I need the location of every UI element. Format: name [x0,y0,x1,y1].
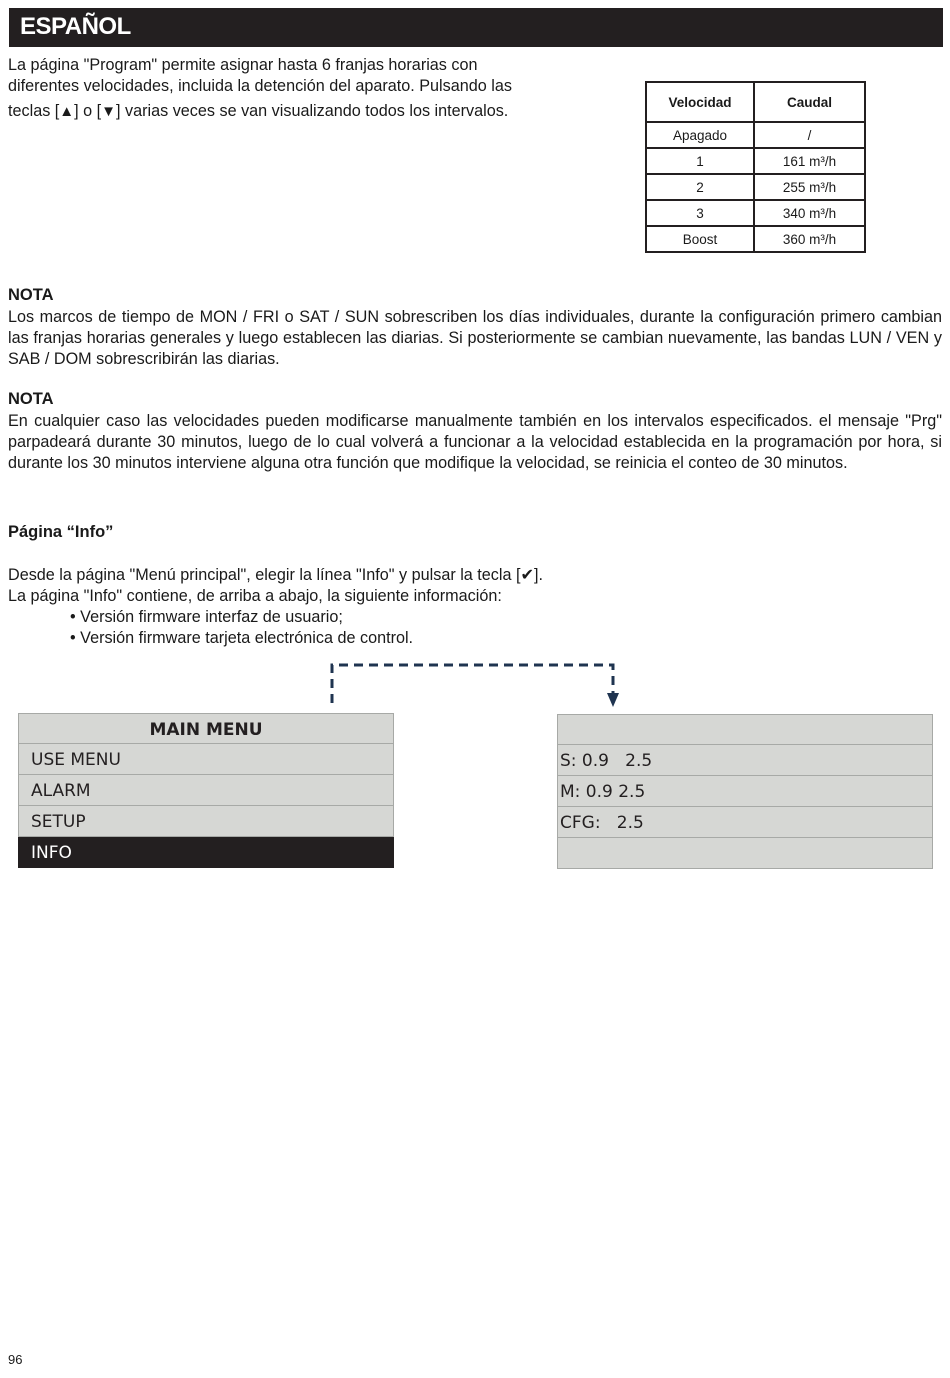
nota-2-title: NOTA [8,390,54,408]
flow-cell: 340 m³/h [754,200,865,226]
menu-item-label: ALARM [31,781,91,801]
info-row-text: M: 0.9 2.5 [560,782,646,802]
header-flow: Caudal [754,82,865,122]
speed-cell: Boost [646,226,754,252]
table-row [646,226,865,252]
down-arrow-icon: ▼ [101,103,117,120]
info-row-s-version [557,745,933,776]
info-section-title: Página “Info” [8,523,114,541]
info-bullet-2: • Versión firmware tarjeta electrónica de control. [70,629,414,647]
info-line-1: Desde la página "Menú principal", elegir la línea "Info" y pulsar la tecla [✔]. [8,566,544,584]
info-instructions [8,565,543,649]
nota-1-text: Los marcos de tiempo de MON / FRI o SAT / SUN sobrescriben los días individuales, durante la configuración primero cambian las franjas horarias generales y luego establecen las diarias. Si posteriormente se cambian nuevamente, las bandas LUN / VEN y SAB / DOM sobrescribirán las diarias. [8,308,942,368]
table-row [646,200,865,226]
speed-cell: 3 [646,200,754,226]
dashed-flow-arrow-icon [320,655,630,710]
table-header-row [646,82,865,122]
intro-line-2: diferentes velocidades, incluida la detención del aparato. Pulsando las [8,77,512,95]
menu-item-info[interactable] [18,837,394,868]
intro-line-3 [8,101,568,122]
flow-cell: 360 m³/h [754,226,865,252]
speed-cell: 2 [646,174,754,200]
table-row [646,122,865,148]
header-speed: Velocidad [646,82,754,122]
info-bullet-1: • Versión firmware interfaz de usuario; [70,608,343,626]
table-row [646,174,865,200]
nota-1-title: NOTA [8,286,54,304]
info-row-text: CFG: 2.5 [560,813,644,833]
up-arrow-icon: ▲ [59,103,75,120]
intro-line-3-post: ] varias veces se van visualizando todos los intervalos. [116,102,509,120]
speed-flow-table [645,81,866,253]
menu-item-setup[interactable] [18,806,394,837]
menu-item-alarm[interactable] [18,775,394,806]
main-menu-title: MAIN MENU [149,720,263,740]
info-screen [557,714,933,869]
flow-cell: / [754,122,865,148]
info-row-text: S: 0.9 2.5 [560,751,653,771]
flow-cell: 161 m³/h [754,148,865,174]
info-row-empty-bottom [557,838,933,869]
speed-cell: 1 [646,148,754,174]
main-menu-screen [18,713,394,868]
table-row [646,148,865,174]
language-title: ESPAÑOL [20,13,131,40]
intro-line-3-mid: ] o [ [74,102,102,120]
menu-item-label: INFO [31,843,72,863]
intro-line-3-pre: teclas [ [8,102,60,120]
language-header [9,8,943,47]
info-row-empty-top [557,714,933,745]
flow-cell: 255 m³/h [754,174,865,200]
info-row-cfg-version [557,807,933,838]
menu-item-label: SETUP [31,812,86,832]
menu-item-label: USE MENU [31,750,121,770]
info-row-m-version [557,776,933,807]
nota-2-text: En cualquier caso las velocidades pueden modificarse manualmente también en los intervalos especificados. el mensaje "Prg" parpadeará durante 30 minutos, luego de lo cual volverá a funcionar a la velocidad establecida en la programación por hora, si durante los 30 minutos interviene alguna otra función que modifique la velocidad, se reinicia el conteo de 30 minutos. [8,412,942,472]
page-number: 96 [8,1352,23,1367]
intro-line-1: La página "Program" permite asignar hasta 6 franjas horarias con [8,56,478,74]
main-menu-title-row [18,713,394,744]
info-line-2: La página "Info" contiene, de arriba a abajo, la siguiente información: [8,587,502,605]
menu-item-use-menu[interactable] [18,744,394,775]
intro-paragraph [8,55,568,122]
speed-cell: Apagado [646,122,754,148]
